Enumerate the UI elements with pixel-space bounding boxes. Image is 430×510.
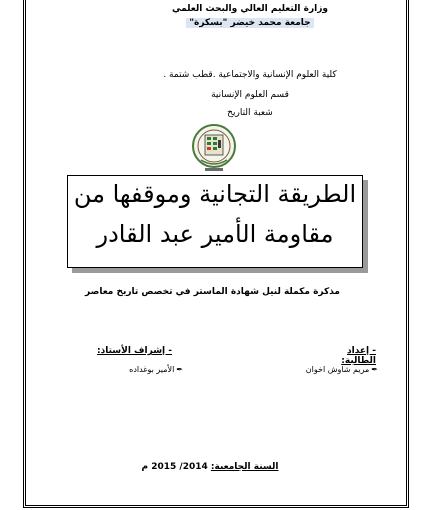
students-label: - إعداد الطالبة: xyxy=(341,346,376,366)
branch-name: شعبة التاريخ xyxy=(227,108,273,118)
university-name xyxy=(150,18,350,28)
supervisor-label: - إشراف الأستاذ: xyxy=(97,346,172,356)
memo-description: مذكرة مكملة لنيل شهادة الماستر في تخصص تاريخ معاصر xyxy=(85,287,340,297)
pen-icon: ✒ xyxy=(371,365,378,374)
university-seal-icon xyxy=(191,122,237,174)
academic-year-value: 2014/ 2015 م xyxy=(141,462,208,472)
academic-year-label: السنة الجامعية: xyxy=(210,462,279,472)
academic-year xyxy=(140,462,280,472)
pen-icon: ✒ xyxy=(176,365,183,374)
student-name xyxy=(278,365,378,374)
department-name: قسم العلوم الإنسانية xyxy=(211,90,289,100)
faculty-name: كلية العلوم الإنسانية والاجتماعية .قطب شتمة . xyxy=(163,70,337,80)
title-line-2: مقاومة الأمير عبد القادر xyxy=(96,220,334,248)
ministry-name: وزارة التعليم العالي والبحث العلمي xyxy=(171,4,329,14)
title-box xyxy=(67,175,363,268)
supervisor-name-text: الأمير بوغداده xyxy=(129,365,175,374)
supervisor-name xyxy=(93,365,183,374)
student-name-text: مريم شاوش اخوان xyxy=(305,365,370,374)
title-line-1: الطريقة التجانية وموقفها من xyxy=(73,180,357,208)
university-highlight: جامعة محمد خيضر "بسكرة" xyxy=(186,18,313,28)
